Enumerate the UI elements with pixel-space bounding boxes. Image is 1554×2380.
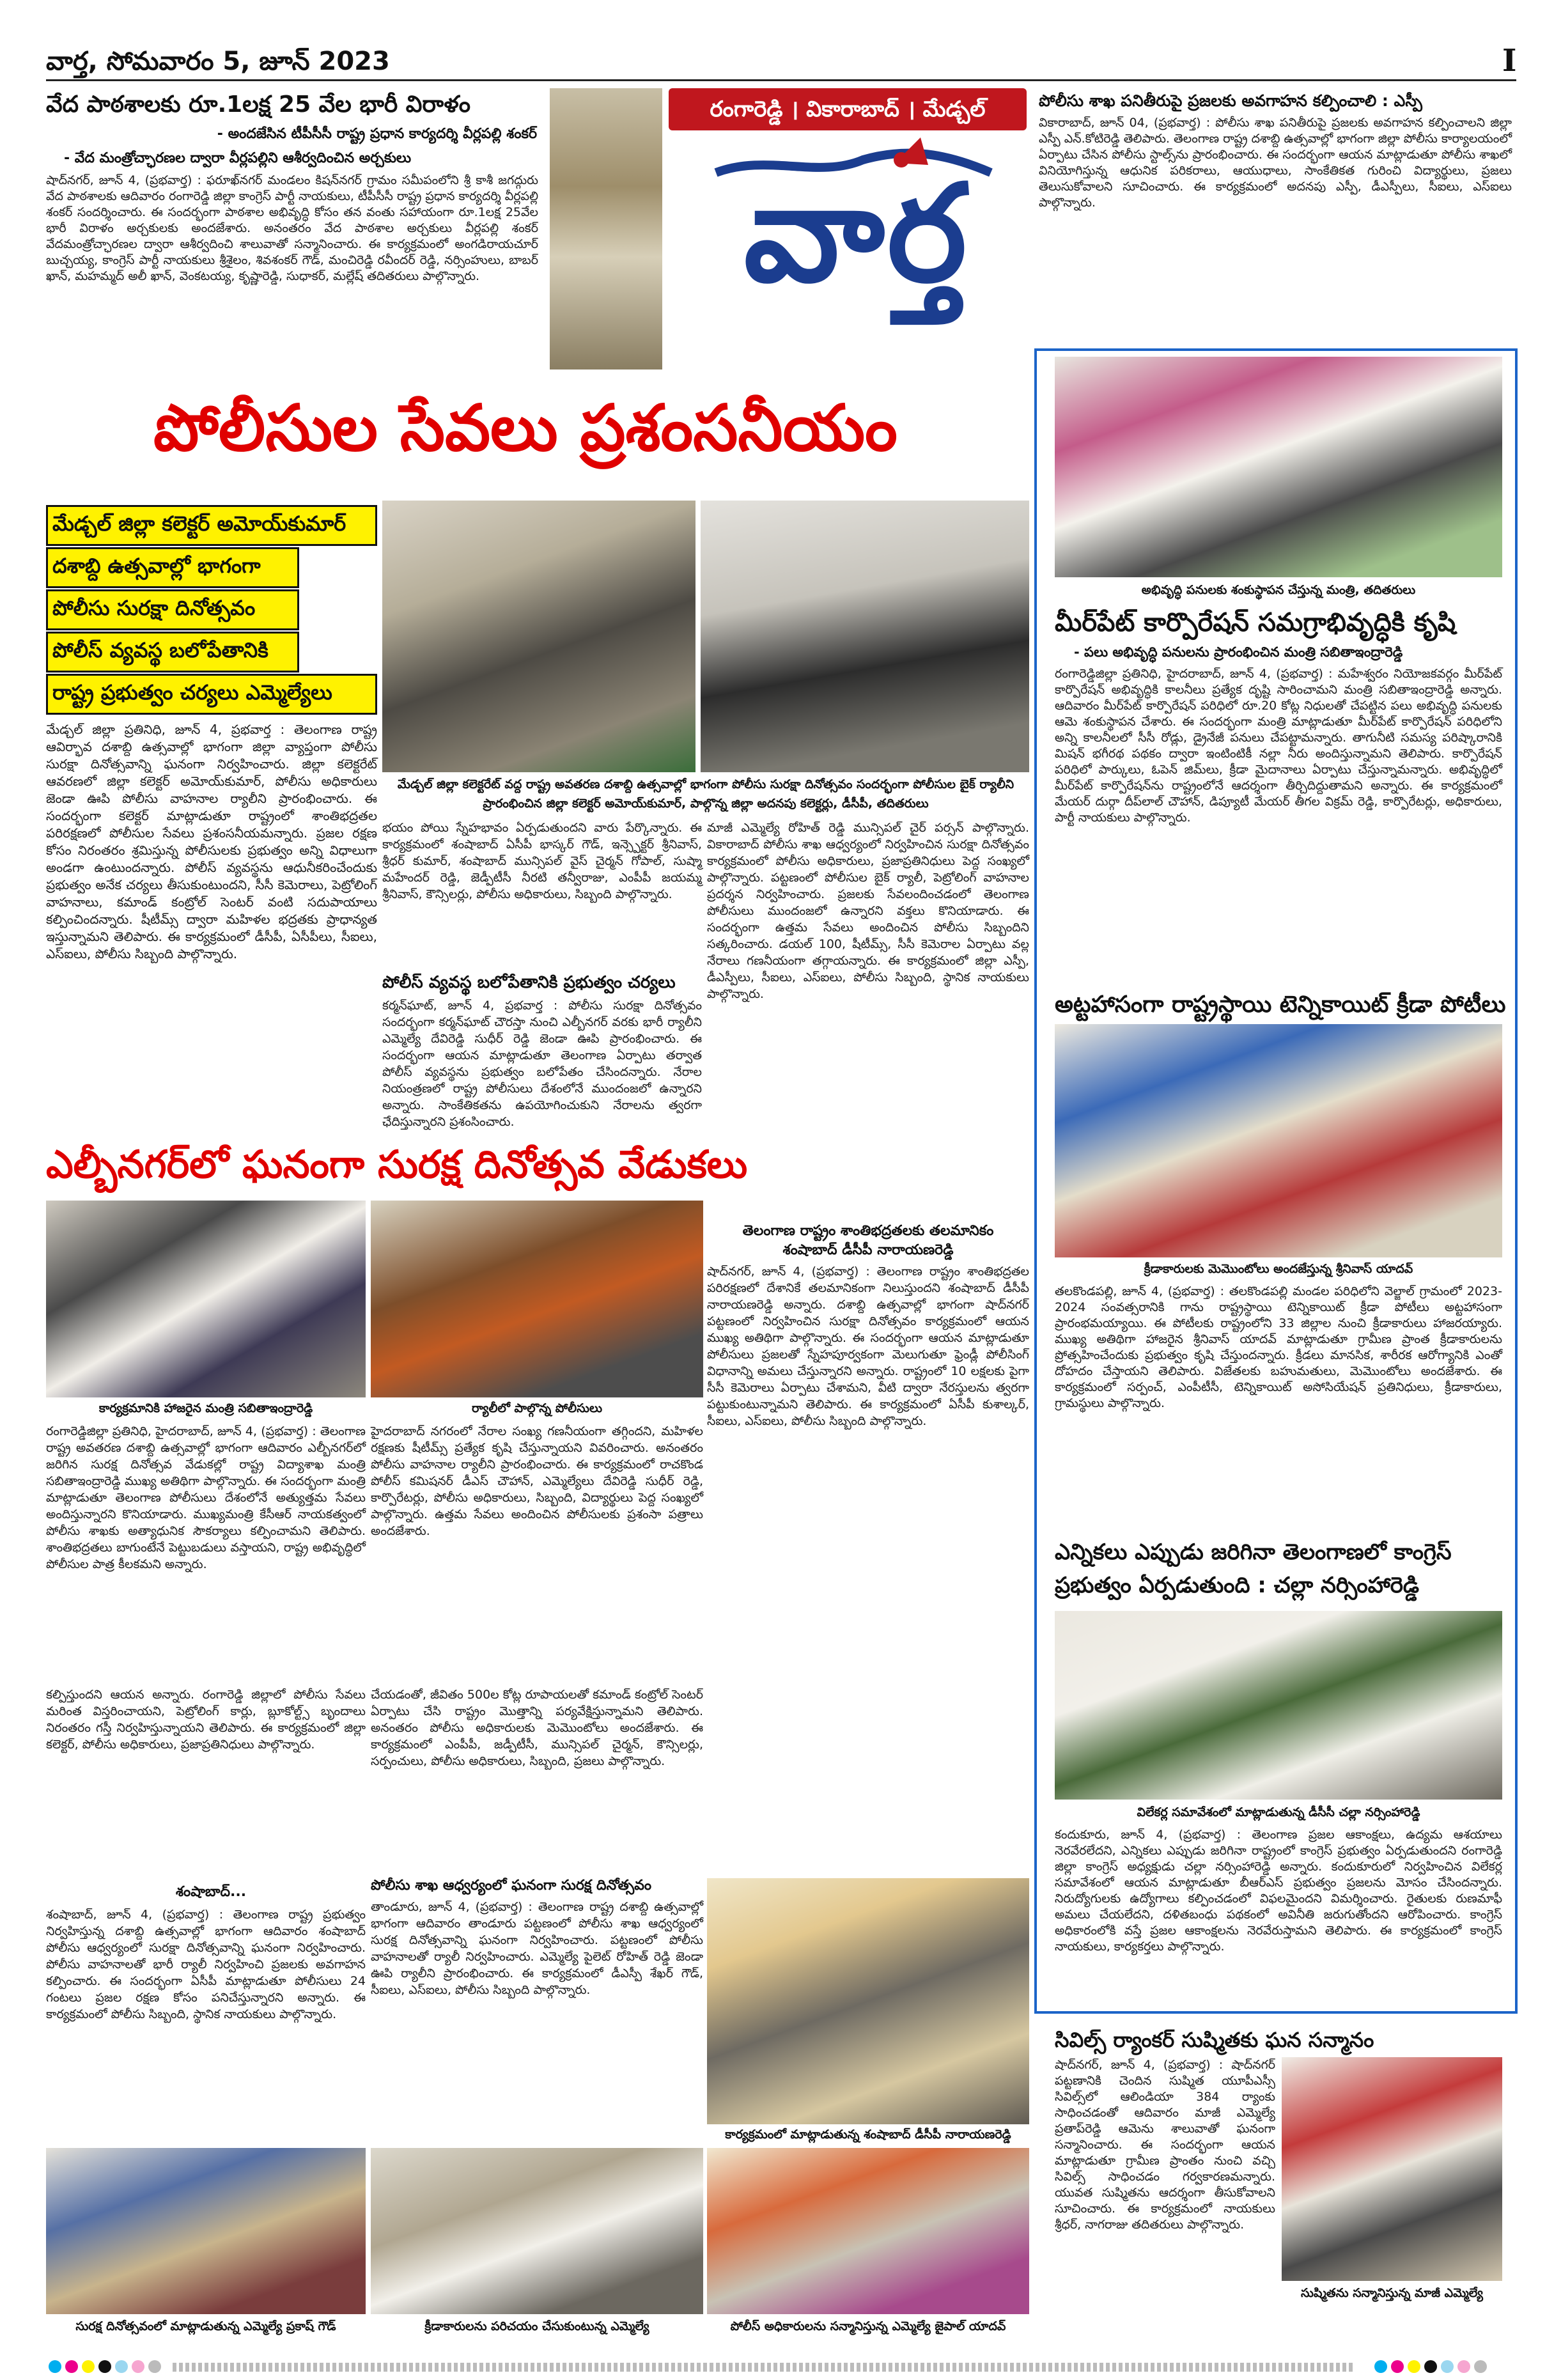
bike-rally-photo: [701, 501, 1029, 772]
reg-dot-pink: [132, 2360, 144, 2373]
reg-dot-grey-r: [1474, 2360, 1487, 2373]
police-rally-photo-caption: ర్యాలీలో పాల్గొన్న పోలీసులు: [471, 1401, 603, 1415]
main-banner-headline: పోలీసుల సేవలు ప్రశంసనీయం: [153, 391, 897, 465]
sp-headline: పోలీసు శాఖ పనితీరుపై ప్రజలకు అవగాహన కల్పించాలి : ఎస్పీ: [1039, 91, 1422, 110]
civils-headline: సివిల్స్ ర్యాంకర్ సుష్మితకు ఘన సన్మానం: [1055, 2028, 1374, 2052]
dcp-photo-caption: కార్యక్రమంలో మాట్లాడుతున్న శంషాబాద్ డీసీపీ నారాయణరెడ్డి: [725, 2127, 1011, 2142]
reg-dot-yellow-r: [1408, 2360, 1420, 2373]
civils-body: షాద్‌నగర్, జూన్ 4, (ప్రభవార్త) : షాద్‌నగర్ పట్టణానికి చెందిన సుష్మిత యూపీఎస్సీ సివిల్స్‌లో ఆలిండియా 384 ర్యాంకు సాధించడంతో ఆదివారం మాజీ ఎమ్మెల్యే ప్రతాప్‌రెడ్డి ఆమెను శాలువాతో ఘనంగా సన్మానించారు. ఈ సందర్భంగా ఆయన మాట్లాడుతూ గ్రామీణ ప్రాంతం నుంచి వచ్చి సివిల్స్ సాధించడం గర్వకారణమన్నారు. యువత సుష్మితను ఆదర్శంగా తీసుకోవాలని సూచించారు. ఈ కార్యక్రమంలో నాయకులు శ్రీధర్, నాగరాజు తదితరులు పాల్గొన్నారు.: [1055, 2058, 1275, 2232]
bottom-photo-3-caption: పోలీస్ అధికారులను సన్మానిస్తున్న ఎమ్మెల్యే జైపాల్ యాదవ్: [730, 2319, 1006, 2333]
masthead-districts: రంగారెడ్డి । వికారాబాద్ । మేడ్చల్: [710, 97, 986, 122]
civils-photo-caption: సుష్మితను సన్మానిస్తున్న మాజీ ఎమ్మెల్యే: [1301, 2286, 1483, 2300]
collector-story-body: మేడ్చల్ జిల్లా ప్రతినిధి, జూన్ 4, ప్రభవార్త : తెలంగాణ రాష్ట్ర ఆవిర్భావ దశాబ్ది ఉత్సవాల్లో భాగంగా జిల్లా వ్యాప్తంగా పోలీసు సురక్షా దినోత్సవాన్ని ఘనంగా నిర్వహించారు. జిల్లా కలెక్టరేట్ ఆవరణలో జిల్లా కలెక్టర్ అమోయ్‌కుమార్, పోలీసు అధికారులు జెండా ఊపి పోలీసు వాహనాల ర్యాలీని ప్రారంభించారు. ఈ సందర్భంగా కలెక్టర్ మాట్లాడుతూ రాష్ట్రంలో శాంతిభద్రతల పరిరక్షణలో పోలీసుల సేవలు ప్రశంసనీయమన్నారు. ప్రజల రక్షణ కోసం నిరంతరం శ్రమిస్తున్న పోలీసులకు ప్రభుత్వం అన్ని విధాలుగా అండగా ఉంటుందన్నారు. పోలీస్ వ్యవస్థను ఆధునీకరించేందుకు ప్రభుత్వం అనేక చర్యలు తీసుకుంటుందని, సీసీ కెమెరాలు, పెట్రోలింగ్ వాహనాలు, కమాండ్ కంట్రోల్ సెంటర్ వంటి సదుపాయాలు కల్పించిందన్నారు. షీటీమ్స్ ద్వారా మహిళల భద్రతకు ప్రాధాన్యత ఇస్తున్నామని తెలిపారు. ఈ కార్యక్రమంలో డీసీపీ, ఏసీపీలు, సీఐలు, ఎస్ఐలు, పోలీసు సిబ్బంది పాల్గొన్నారు.: [46, 722, 377, 961]
highlight-line-3: పోలీసు సురక్షా దినోత్సవం: [52, 596, 256, 620]
highlight-box: [46, 505, 377, 715]
mid-right-subhead-1: తెలంగాణ రాష్ట్రం శాంతిభద్రతలకు తలమానికం: [742, 1223, 994, 1239]
minister-photo: [46, 1201, 366, 1397]
mid-right-story-body-2: షాద్‌నగర్, జూన్ 4, (ప్రభవార్త) : తెలంగాణ రాష్ట్రం శాంతిభద్రతల పరిరక్షణలో దేశానికే తలమానికంగా నిలుస్తుందని శంషాబాద్ డీసీపీ నారాయణరెడ్డి అన్నారు. దశాబ్ది ఉత్సవాల్లో భాగంగా షాద్‌నగర్ పట్టణంలో నిర్వహించిన సురక్షా దినోత్సవం కార్యక్రమంలో ఆయన ముఖ్య అతిథిగా పాల్గొన్నారు. ఈ సందర్భంగా ఆయన మాట్లాడుతూ పోలీసులు ప్రజలతో స్నేహపూర్వకంగా మెలుగుతూ ఫ్రెండ్లీ పోలీసింగ్ విధానాన్ని అమలు చేస్తున్నారని అన్నారు. రాష్ట్రంలో 10 లక్షలకు పైగా సీసీ కెమెరాలు ఏర్పాటు చేశామని, వీటి ద్వారా నేరస్తులను త్వరగా పట్టుకుంటున్నామని తెలిపారు. ఈ కార్యక్రమంలో ఏసీపీ కుశాల్కర్, సీఐలు, ఎస్ఐలు, పోలీసు సిబ్బంది పాల్గొన్నారు.: [707, 1264, 1029, 1428]
lower-left-body-1: కల్పిస్తుందని ఆయన అన్నారు. రంగారెడ్డి జిల్లాలో పోలీసు సేవలు మరింత విస్తరించాయని, పెట్రోలింగ్ కార్లు, బ్లూకోల్ట్స్ బృందాలు నిరంతరం గస్తీ నిర్వహిస్తున్నాయని తెలిపారు. ఈ కార్యక్రమంలో జిల్లా కలెక్టర్, పోలీసు అధికారులు, ప్రజాప్రతినిధులు పాల్గొన్నారు.: [46, 1688, 366, 1752]
reg-dot-magenta-r: [1391, 2360, 1404, 2373]
masthead-logo: [690, 134, 1023, 345]
lbnagar-body-2: హైదరాబాద్ నగరంలో నేరాల సంఖ్య గణనీయంగా తగ్గిందని, మహిళల రక్షణకు షీటీమ్స్ ప్రత్యేక కృషి చేస్తున్నాయని వివరించారు. అనంతరం పోలీసు వాహనాల ర్యాలీని ప్రారంభించారు. ఈ కార్యక్రమంలో రాచకొండ పోలీస్ కమిషనర్ డీఎస్ చౌహాన్, ఎమ్మెల్యేలు దేవిరెడ్డి సుధీర్ రెడ్డి, కార్పొరేటర్లు, పోలీసు అధికారులు, సిబ్బంది, విద్యార్థులు పెద్ద సంఖ్యలో పాల్గొన్నారు. ఉత్తమ సేవలు అందించిన పోలీసులకు ప్రశంసా పత్రాలు అందజేశారు.: [371, 1424, 703, 1538]
reg-dot-cyan: [49, 2360, 61, 2373]
bottom-photo-2-caption: క్రీడాకారులను పరిచయం చేసుకుంటున్న ఎమ్మెల్యే: [424, 2319, 649, 2333]
civils-photo: [1282, 2057, 1502, 2281]
reg-dot-black-r: [1424, 2360, 1437, 2373]
lower-left-dateline: శంషాబాద్...: [175, 1884, 247, 1900]
highlight-line-5: రాష్ట్ర ప్రభుత్వం చర్యలు ఎమ్మెల్యేలు: [52, 680, 332, 704]
masthead-district-bar: [669, 88, 1027, 130]
congress-photo: [1055, 1611, 1502, 1800]
bottom-photo-3: [707, 2148, 1029, 2314]
congress-photo-caption: విలేకర్ల సమావేశంలో మాట్లాడుతున్న డీసీసీ చల్లా నర్సింహారెడ్డి: [1137, 1805, 1420, 1819]
footer-stripe: [173, 2363, 1355, 2372]
collector-flag-photo: [382, 501, 695, 772]
center-story-subhead: పోలీస్ వ్యవస్థ బలోపేతానికి ప్రభుత్వం చర్యలు: [382, 973, 676, 992]
lbnagar-body-1: రంగారెడ్డిజిల్లా ప్రతినిధి, హైదరాబాద్, జూన్ 4, (ప్రభవార్త) : తెలంగాణ రాష్ట్ర అవతరణ దశాబ్ది ఉత్సవాల్లో భాగంగా ఆదివారం ఎల్బీనగర్‌లో జరిగిన సురక్ష దినోత్సవ వేడుకల్లో రాష్ట్ర విద్యాశాఖ మంత్రి సబితాఇంద్రారెడ్డి ముఖ్య అతిథిగా పాల్గొన్నారు. ఈ సందర్భంగా మంత్రి మాట్లాడుతూ తెలంగాణ పోలీసులు దేశంలోనే అత్యుత్తమ సేవలు అందిస్తున్నారని కొనియాడారు. ముఖ్యమంత్రి కేసీఆర్ నాయకత్వంలో పోలీసు శాఖకు అత్యాధునిక సౌకర్యాలు కల్పించామని తెలిపారు. శాంతిభద్రతలు బాగుంటేనే పెట్టుబడులు వస్తాయని, రాష్ట్ర అభివృద్ధిలో పోలీసుల పాత్ర కీలకమని అన్నారు.: [46, 1424, 366, 1571]
center-story-body-2: కర్మన్‌ఘాట్, జూన్ 4, ప్రభవార్త : పోలీసు సురక్షా దినోత్సవం సందర్భంగా కర్మన్‌ఘాట్ చౌరస్తా నుంచి ఎల్బీనగర్ వరకు భారీ ర్యాలీని ఎమ్మెల్యే దేవిరెడ్డి సుధీర్ రెడ్డి జెండా ఊపి ప్రారంభించారు. ఈ సందర్భంగా ఆయన మాట్లాడుతూ తెలంగాణ ఏర్పాటు తర్వాత పోలీస్ వ్యవస్థను ప్రభుత్వం బలోపేతం చేసిందన్నారు. నేరాల నియంత్రణలో రాష్ట్ర పోలీసులు దేశంలోనే ముందంజలో ఉన్నారని అన్నారు. సాంకేతికతను ఉపయోగించుకుని నేరాలను త్వరగా ఛేదిస్తున్నారని ప్రశంసించారు.: [382, 999, 702, 1129]
minister-photo-caption: కార్యక్రమానికి హాజరైన మంత్రి సబితాఇంద్రారెడ్డి: [98, 1401, 313, 1415]
tennis-body: తలకొండపల్లి, జూన్ 4, (ప్రభవార్త) : తలకొండపల్లి మండల పరిధిలోని వెల్జాల్ గ్రామంలో 2023-2024 సంవత్సరానికి గాను రాష్ట్రస్థాయి టెన్నికాయిట్ క్రీడా పోటీలు అట్టహాసంగా ప్రారంభమయ్యాయి. ఈ పోటీలకు రాష్ట్రంలోని 33 జిల్లాల నుంచి క్రీడాకారులు హాజరయ్యారు. ముఖ్య అతిథిగా హాజరైన శ్రీనివాస్ యాదవ్ మాట్లాడుతూ గ్రామీణ ప్రాంత క్రీడాకారులను ప్రోత్సహించేందుకు ప్రభుత్వం కృషి చేస్తుందన్నారు. క్రీడలు మానసిక, శారీరక ఆరోగ్యానికి ఎంతో దోహదం చేస్తాయని తెలిపారు. విజేతలకు బహుమతులు, మెమొంటోలు అందజేశారు. ఈ కార్యక్రమంలో సర్పంచ్, ఎంపీటీసీ, టెన్నికాయిట్ అసోసియేషన్ ప్రతినిధులు, క్రీడాకారులు, గ్రామస్థులు పాల్గొన్నారు.: [1055, 1284, 1502, 1410]
bottom-photo-1-caption: సురక్ష దినోత్సవంలో మాట్లాడుతున్న ఎమ్మెల్యే ప్రకాష్ గౌడ్: [75, 2319, 336, 2333]
congress-body: కందుకూరు, జూన్ 4, (ప్రభవార్త) : తెలంగాణ ప్రజల ఆకాంక్షలు, ఉద్యమ ఆశయాలు నెరవేరలేదని, ఎన్నికలు ఎప్పుడు జరిగినా రాష్ట్రంలో కాంగ్రెస్ ప్రభుత్వం ఏర్పడుతుందని రంగారెడ్డి జిల్లా కాంగ్రెస్ అధ్యక్షుడు చల్లా నర్సింహారెడ్డి అన్నారు. కందుకూరులో నిర్వహించిన విలేకర్ల సమావేశంలో ఆయన మాట్లాడుతూ బీఆర్ఎస్ ప్రభుత్వం ప్రజలను మోసం చేసిందన్నారు. నిరుద్యోగులకు ఉద్యోగాలు కల్పించడంలో విఫలమైందని విమర్శించారు. రైతులకు రుణమాఫీ అమలు చేయలేదని, దళితబంధు పథకంలో అవినీతి జరుగుతోందని ఆరోపించారు. కాంగ్రెస్ అధికారంలోకి వస్తే ప్రజల ఆకాంక్షలను నెరవేరుస్తామని తెలిపారు. ఈ కార్యక్రమంలో కాంగ్రెస్ నాయకులు, కార్యకర్తలు పాల్గొన్నారు.: [1055, 1828, 1502, 1954]
rally-photo-caption: మేడ్చల్ జిల్లా కలెక్టరేట్ వద్ద రాష్ట్ర అవతరణ దశాబ్ది ఉత్సవాల్లో భాగంగా పోలీసు సురక్షా దినోత్సవం సందర్భంగా పోలీసుల బైక్ ర్యాలీని ప్రారంభించిన జిల్లా కలెక్టర్ అమోయ్‌కుమార్, పాల్గొన్న జిల్లా అదనపు కలెక్టర్లు, డీసీపీ, తదితరులు: [397, 777, 1014, 811]
lower-mid-subhead: పోలీసు శాఖ ఆధ్వర్యంలో ఘనంగా సురక్ష దినోత్సవం: [371, 1878, 652, 1894]
minister-foundation-photo: [1055, 357, 1502, 577]
meerpet-headline: మీర్‌పేట్ కార్పొరేషన్ సమగ్రాభివృద్ధికి కృషి: [1055, 608, 1456, 637]
header-rule: [46, 79, 1516, 81]
mid-right-subhead-2: శంషాబాద్ డీసీపీ నారాయణరెడ్డి: [782, 1242, 954, 1258]
highlight-line-2: దశాబ్ది ఉత్సవాల్లో భాగంగా: [52, 554, 261, 578]
reg-dot-lightcyan: [115, 2360, 128, 2373]
tennis-photo-caption: క్రీడాకారులకు మెమొంటోలు అందజేస్తున్న శ్రీనివాస్ యాదవ్: [1144, 1262, 1413, 1276]
page-header-date: వార్త, సోమవారం 5, జూన్ 2023: [46, 47, 390, 76]
highlight-line-4: పోలీస్ వ్యవస్థ బలోపేతానికి: [52, 638, 268, 662]
veda-subheadline-1: - అందజేసిన టీపీసీసీ రాష్ట్ర ప్రధాన కార్యదర్శి వీర్లపల్లి శంకర్: [217, 126, 537, 142]
dcp-photo: [707, 1878, 1029, 2124]
police-rally-photo: [371, 1201, 703, 1397]
minister-foundation-photo-caption: అభివృద్ధి పనులకు శంకుస్థాపన చేస్తున్న మంత్రి, తదితరులు: [1141, 583, 1416, 597]
reg-dot-yellow: [82, 2360, 95, 2373]
page-number: I: [1502, 43, 1517, 79]
reg-dot-black: [98, 2360, 111, 2373]
center-story-body-1: భయం పోయి స్నేహభావం ఏర్పడుతుందని వారు పేర్కొన్నారు. ఈ కార్యక్రమంలో శంషాబాద్ ఏసీపీ భాస్కర్ గౌడ్, ఇన్స్పెక్టర్ శ్రీనివాస్, శ్రీధర్ కుమార్, శంషాబాద్ మున్సిపల్ వైస్ చైర్మన్ గోపాల్, సుష్మా మహేందర్ రెడ్డి, జెడ్పీటీసీ నీరటి తన్వీరాజు, ఎంపీపీ జయమ్మ శ్రీనివాస్, కౌన్సిలర్లు, పోలీసు అధికారులు, సిబ్బంది పాల్గొన్నారు.: [382, 821, 702, 901]
congress-headline: ఎన్నికలు ఎప్పుడు జరిగినా తెలంగాణలో కాంగ్రెస్ ప్రభుత్వం ఏర్పడుతుంది : చల్లా నర్సింహారెడ్డి: [1055, 1539, 1452, 1598]
lower-left-body-2: శంషాబాద్, జూన్ 4, (ప్రభవార్త) : తెలంగాణ రాష్ట్ర ప్రభుత్వం నిర్వహిస్తున్న దశాబ్ది ఉత్సవాల్లో భాగంగా ఆదివారం శంషాబాద్ పోలీసు ఆధ్వర్యంలో సురక్షా దినోత్సవాన్ని ఘనంగా నిర్వహించారు. పోలీసు వాహనాలతో భారీ ర్యాలీ నిర్వహించి ప్రజలకు అవగాహన కల్పించారు. ఈ సందర్భంగా ఏసీపీ మాట్లాడుతూ పోలీసులు 24 గంటలు ప్రజల రక్షణ కోసం పనిచేస్తున్నారని అన్నారు. ఈ కార్యక్రమంలో పోలీసు సిబ్బంది, స్థానిక నాయకులు పాల్గొన్నారు.: [46, 1908, 366, 2021]
meerpet-subheadline: - పలు అభివృద్ధి పనులను ప్రారంభించిన మంత్రి సబితాఇంద్రారెడ్డి: [1074, 644, 1403, 660]
lower-mid-body-2: తాండూరు, జూన్ 4, (ప్రభవార్త) : తెలంగాణ రాష్ట్ర దశాబ్ది ఉత్సవాల్లో భాగంగా ఆదివారం తాండూరు పట్టణంలో పోలీసు శాఖ ఆధ్వర్యంలో సురక్ష దినోత్సవాన్ని ఘనంగా నిర్వహించారు. పట్టణంలో పోలీసు వాహనాలతో ర్యాలీ నిర్వహించారు. ఎమ్మెల్యే పైలెట్ రోహిత్ రెడ్డి జెండా ఊపి ర్యాలీని ప్రారంభించారు. ఈ కార్యక్రమంలో డీఎస్పీ శేఖర్ గౌడ్, సీఐలు, ఎస్ఐలు, పోలీసు సిబ్బంది పాల్గొన్నారు.: [371, 1900, 703, 1997]
reg-dot-grey: [148, 2360, 161, 2373]
reg-dot-lightcyan-r: [1441, 2360, 1454, 2373]
sp-story-body: వికారాబాద్, జూన్ 04, (ప్రభవార్త) : పోలీసు శాఖ పనితీరుపై ప్రజలకు అవగాహన కల్పించాలని జిల్లా ఎస్పీ ఎన్.కోటిరెడ్డి తెలిపారు. తెలంగాణ రాష్ట్ర దశాబ్ది ఉత్సవాల్లో భాగంగా జిల్లా పోలీసు కార్యాలయంలో ఏర్పాటు చేసిన పోలీసు స్టాల్స్‌ను ప్రారంభించారు. ఈ సందర్భంగా ఆయన మాట్లాడుతూ పోలీసు శాఖలో వినియోగిస్తున్న ఆధునిక పరికరాలు, ఆయుధాలు, సాంకేతికత గురించి విద్యార్థులు, ప్రజలు తెలుసుకోవాలని సూచించారు. ఈ కార్యక్రమంలో అదనపు ఎస్పీ, డీఎస్పీలు, సీఐలు, ఎస్ఐలు పాల్గొన్నారు.: [1039, 116, 1512, 210]
masthead-logo-text: వార్త: [743, 154, 970, 312]
mid-right-story-body-1: మాజీ ఎమ్మెల్యే రోహిత్ రెడ్డి మున్సిపల్ చైర్ పర్సన్ పాల్గొన్నారు. వికారాబాద్ పోలీసు శాఖ ఆధ్వర్యంలో నిర్వహించిన సురక్షా దినోత్సవం కార్యక్రమంలో పోలీసు అధికారులు, ప్రజాప్రతినిధులు పెద్ద సంఖ్యలో పాల్గొన్నారు. పట్టణంలో పోలీసుల బైక్ ర్యాలీ, పెట్రోలింగ్ వాహనాల ప్రదర్శన నిర్వహించారు. ప్రజలకు సేవలందించడంలో తెలంగాణ పోలీసులు ముందంజలో ఉన్నారని వక్తలు కొనియాడారు. ఈ సందర్భంగా ఉత్తమ సేవలు అందించిన పోలీసు సిబ్బందిని సత్కరించారు. డయల్ 100, షీటీమ్స్, సీసీ కెమెరాల ఏర్పాటు వల్ల నేరాలు గణనీయంగా తగ్గాయన్నారు. ఈ కార్యక్రమంలో జిల్లా ఎస్పీ, డీఎస్పీలు, సీఐలు, ఎస్ఐలు, పోలీసు సిబ్బంది, స్థానిక నాయకులు పాల్గొన్నారు.: [707, 821, 1029, 1001]
veda-headline: వేద పాఠశాలకు రూ.1లక్ష 25 వేల భారీ విరాళం: [46, 91, 470, 118]
reg-dot-pink-r: [1457, 2360, 1470, 2373]
reg-dot-magenta: [65, 2360, 78, 2373]
highlight-line-1: మేడ్చల్ జిల్లా కలెక్టర్ అమోయ్‌కుమార్: [52, 511, 346, 536]
lower-mid-body-1: చేయడంతో, జీవితం 500ల కోట్ల రూపాయలతో కమాండ్ కంట్రోల్ సెంటర్ ఏర్పాటు చేసి రాష్ట్రం మొత్తాన్ని పర్యవేక్షిస్తున్నామని తెలిపారు. అనంతరం పోలీసు అధికారులకు మెమొంటోలు అందజేశారు. ఈ కార్యక్రమంలో ఎంపీపీ, జడ్పీటీసీ, మున్సిపల్ చైర్మన్, కౌన్సిలర్లు, సర్పంచులు, పోలీసు అధికారులు, సిబ్బంది, ప్రజలు పాల్గొన్నారు.: [371, 1688, 703, 1768]
tennis-headline: అట్టహాసంగా రాష్ట్రస్థాయి టెన్నికాయిట్ క్రీడా పోటీలు: [1055, 992, 1506, 1018]
temple-photo: [550, 88, 662, 369]
tennis-photo: [1055, 1024, 1502, 1257]
lbnagar-banner: ఎల్బీనగర్‌లో ఘనంగా సురక్ష దినోత్సవ వేడుకలు: [46, 1142, 748, 1187]
reg-dot-cyan-r: [1374, 2360, 1387, 2373]
veda-body: షాద్‌నగర్, జూన్ 4, (ప్రభవార్త) : ఫరూఖ్‌నగర్ మండలం కిషన్‌నగర్ గ్రామం సమీపంలోని శ్రీ కాశీ జగద్గురు వేద పాఠశాలకు ఆదివారం రంగారెడ్డి జిల్లా కాంగ్రెస్ పార్టీ నాయకులు, టీపీసీసీ రాష్ట్ర ప్రధాన కార్యదర్శి వీర్లపల్లి శంకర్ సందర్శించారు. ఈ సందర్భంగా పాఠశాల అభివృద్ధి కోసం తన వంతు సహాయంగా రూ.1లక్ష 25వేల భారీ విరాళం అర్చకులకు అందజేశారు. అనంతరం వేద పాఠశాల అర్చకులు వీర్లపల్లి శంకర్ వేదమంత్రోచ్ఛారణల ద్వారా ఆశీర్వదించి శాలువాతో సన్మానించారు. ఈ కార్యక్రమంలో అంగడిరాయచూర్ బుచ్చయ్య, కాంగ్రెస్ పార్టీ నాయకులు శ్రీశైలం, శివశంకర్ గౌడ్, మంచిరెడ్డి రవీందర్ రెడ్డి, నర్సింహులు, బాబర్ ఖాన్, మహమ్మద్ అలీ ఖాన్, వెంకటయ్య, కృష్ణారెడ్డి, సుధాకర్, మల్లేష్ తదితరులు పాల్గొన్నారు.: [46, 173, 538, 283]
bottom-photo-1: [46, 2148, 366, 2314]
veda-subheadline-2: - వేద మంత్రోచ్ఛారణల ద్వారా వీర్లపల్లిని ఆశీర్వదించిన అర్చకులు: [64, 150, 412, 166]
meerpet-body: రంగారెడ్డిజిల్లా ప్రతినిధి, హైదరాబాద్, జూన్ 4, (ప్రభవార్త) : మహేశ్వరం నియోజకవర్గం మీర్‌పేట్ కార్పొరేషన్ అభివృద్ధికి కాలనీలు ప్రత్యేక దృష్టి సారించామని మంత్రి సబితాఇంద్రారెడ్డి అన్నారు. ఆదివారం మీర్‌పేట్ కార్పొరేషన్ పరిధిలో రూ.20 కోట్ల నిధులతో చేపట్టిన పలు అభివృద్ధి పనులకు ఆమె శంకుస్థాపన చేశారు. ఈ సందర్భంగా మంత్రి మాట్లాడుతూ మీర్‌పేట్ కార్పొరేషన్ పరిధిలోని అన్ని కాలనీలలో సీసీ రోడ్లు, డ్రైనేజీ పనులు చేపట్టామన్నారు. తాగునీటి సమస్య పరిష్కారానికి మిషన్ భగీరథ పథకం ద్వారా ఇంటింటికీ నల్లా నీరు అందిస్తున్నామని తెలిపారు. కార్పొరేషన్ పరిధిలో పార్కులు, ఓపెన్ జిమ్‌లు, క్రీడా మైదానాలు ఏర్పాటు చేస్తున్నామన్నారు. అభివృద్ధిలో మీర్‌పేట్ కార్పొరేషన్‌ను రాష్ట్రంలోనే ఆదర్శంగా తీర్చిదిద్దుతామని అన్నారు. ఈ కార్యక్రమంలో మేయర్ దుర్గా దీప్‌లాల్ చౌహాన్, డిప్యూటీ మేయర్ తీగల విక్రమ్ రెడ్డి, కార్పొరేటర్లు, అధికారులు, పార్టీ నాయకులు పాల్గొన్నారు.: [1055, 667, 1502, 825]
bottom-photo-2: [371, 2148, 703, 2314]
